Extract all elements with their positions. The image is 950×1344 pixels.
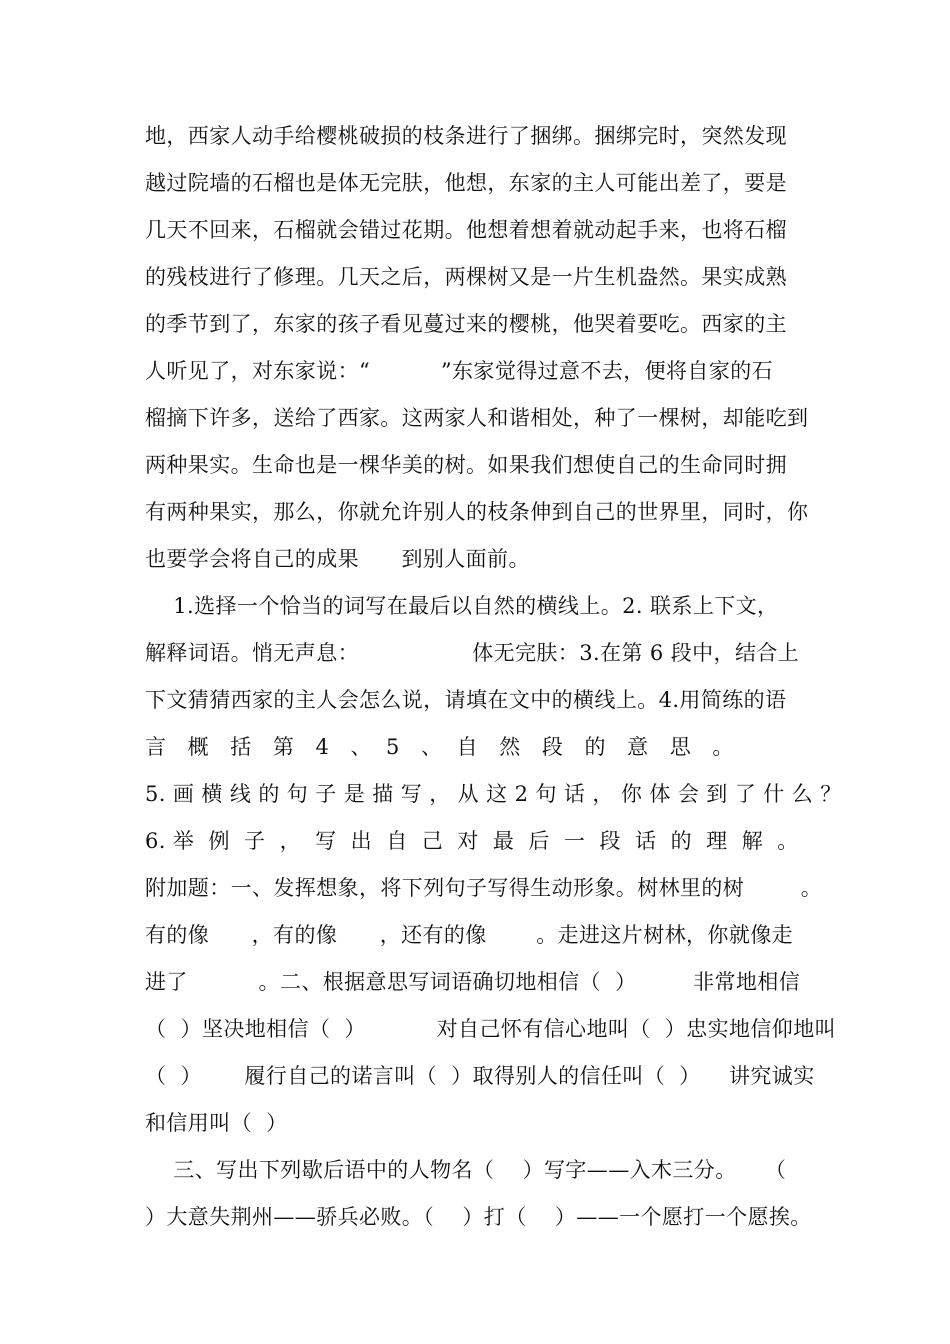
extra-question-line: 有的像 ，有的像 ，还有的像 。走进这片树林，你就像走 xyxy=(145,923,794,947)
extra-question-line: 和信用叫（ ） xyxy=(145,1111,288,1135)
text-line: 地，西家人动手给樱桃破损的枝条进行了捆绑。捆绑完时，突然发现 xyxy=(145,124,787,148)
text-line: 几天不回来，石榴就会错过花期。他想着想着就动起手来，也将石榴 xyxy=(145,218,787,242)
question-line: 下文猜猜西家的主人会怎么说，请填在文中的横线上。4.用简练的语 xyxy=(145,688,787,712)
text-line: 的季节到了，东家的孩子看见蔓过来的樱桃，他哭着要吃。西家的主 xyxy=(145,312,787,336)
extra-question-line: ）大意失荆州——骄兵必败。（ ）打（ ）——一个愿打一个愿挨。 xyxy=(145,1205,812,1229)
extra-question-line: （ ）坚决地相信（ ） 对自己怀有信心地叫（ ）忠实地信仰地叫 xyxy=(145,1017,837,1041)
extra-question-line: （ ） 履行自己的诺言叫（ ）取得别人的信任叫（ ） 讲究诚实 xyxy=(145,1064,815,1088)
text-line: 越过院墙的石榴也是体无完肤，他想，东家的主人可能出差了，要是 xyxy=(145,171,787,195)
question-line: 言 概 括 第 4 、 5 、 自 然 段 的 意 思 。 xyxy=(145,735,734,759)
text-line: 两种果实。生命也是一棵华美的树。如果我们想使自己的生命同时拥 xyxy=(145,453,787,477)
text-line: 的残枝进行了修理。几天之后，两棵树又是一片生机盎然。果实成熟 xyxy=(145,265,787,289)
extra-question-line: 进了 。二、根据意思写词语确切地相信（ ） 非常地相信 xyxy=(145,970,801,994)
text-line: 榴摘下许多，送给了西家。这两家人和谐相处，种了一棵树，却能吃到 xyxy=(145,406,809,430)
question-line: 1.选择一个恰当的词写在最后以自然的横线上。2. 联系上下文， xyxy=(145,594,779,618)
extra-question-line: 三、写出下列歇后语中的人物名（ ）写字——入木三分。 （ xyxy=(145,1158,787,1182)
text-line: 人听见了，对东家说：“ ”东家觉得过意不去，便将自家的石 xyxy=(145,359,774,383)
question-line: 解释词语。悄无声息： 体无完肤：3.在第 6 段中，结合上 xyxy=(145,641,800,665)
question-line: 5. 画 横 线 的 句 子 是 描 写 ， 从 这 2 句 话 ， 你 体 会 到 了 什 么 ？ xyxy=(145,782,842,806)
extra-question-line: 附加题：一、发挥想象，将下列句子写得生动形象。树林里的树 。 xyxy=(145,876,823,900)
text-line: 也要学会将自己的成果 到别人面前。 xyxy=(145,547,530,571)
text-line: 有两种果实，那么，你就允许别人的枝条伸到自己的世界里，同时，你 xyxy=(145,500,809,524)
question-line: 6. 举 例 子 ， 写 出 自 己 对 最 后 一 段 话 的 理 解 。 xyxy=(145,829,799,853)
